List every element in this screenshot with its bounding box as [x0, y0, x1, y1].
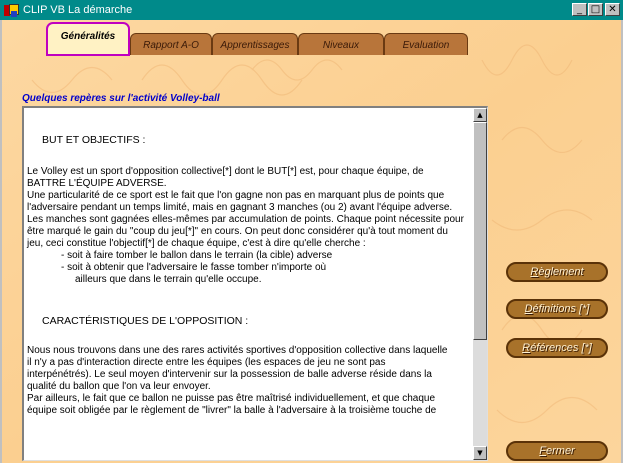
- reglement-label: èglement: [538, 266, 584, 278]
- heading-caracteristiques: CARACTÉRISTIQUES DE L'OPPOSITION :: [42, 315, 249, 327]
- text-line: Nous nous trouvons dans une des rares activités sportives d'opposition collective dans laquelle: [27, 345, 448, 356]
- tab-evaluation[interactable]: Evaluation: [384, 33, 468, 55]
- definitions-accel: D: [524, 303, 533, 315]
- heading-but-objectifs: BUT ET OBJECTIFS :: [42, 134, 146, 146]
- references-accel: R: [522, 342, 531, 354]
- text-line: il n'y a pas d'interaction directe entre les équipes (les espaces de jeu ne sont pas: [27, 357, 386, 368]
- references-label: éférences [*]: [530, 342, 592, 354]
- definitions-label: éfinitions [*]: [532, 303, 590, 315]
- bullet-line: - soit à obtenir que l'adversaire le fasse tomber n'importe où: [61, 262, 327, 273]
- bullet-line: - soit à faire tomber le ballon dans le terrain (la cible) adverse: [61, 250, 333, 261]
- text-line: Le Volley est un sport d'opposition collective[*] dont le BUT[*] est, pour chaque équipe, de: [27, 166, 424, 177]
- fermer-label: ermer: [546, 445, 575, 457]
- title-bar[interactable]: [0, 0, 623, 20]
- text-line: Une particularité de ce sport est le fait que l'on gagne non pas en marquant plus de points que: [27, 190, 445, 201]
- close-button[interactable]: ✕: [605, 3, 620, 16]
- definitions-button[interactable]: [506, 299, 608, 319]
- vertical-scrollbar[interactable]: [473, 108, 487, 460]
- scroll-thumb[interactable]: [473, 122, 487, 340]
- window-controls: [571, 3, 620, 16]
- tab-rapport-a-o[interactable]: Rapport A-O: [130, 33, 212, 55]
- tab-generalites[interactable]: Généralités: [46, 22, 130, 56]
- reglement-button[interactable]: [506, 262, 608, 282]
- text-line: équipe soit obligée par le règlement de "livrer" la balle à l'adversaire à la troisième touche de: [27, 405, 437, 416]
- app-icon[interactable]: [3, 3, 18, 18]
- tab-apprentissages[interactable]: Apprentissages: [212, 33, 298, 55]
- tab-niveaux[interactable]: Niveaux: [298, 33, 384, 55]
- fermer-button[interactable]: [506, 441, 608, 461]
- scroll-down-button[interactable]: ▼: [473, 446, 487, 460]
- text-line: jeu, ceci constitue l'objectif[*] de chaque équipe, c'est à dire qu'elle cherche :: [27, 238, 366, 249]
- minimize-button[interactable]: _: [572, 3, 587, 16]
- scroll-up-button[interactable]: ▲: [473, 108, 487, 122]
- section-label: Quelques repères sur l'activité Volley-ball: [22, 93, 220, 104]
- text-line: qualité du ballon que l'on va leur envoyer.: [27, 381, 211, 392]
- text-line: interpénétrés). Le seul moyen d'intervenir sur la possession de balle adverse réside dans la: [27, 369, 432, 380]
- text-line: BATTRE L'ÉQUIPE ADVERSE.: [27, 178, 167, 189]
- maximize-button[interactable]: □: [588, 3, 603, 16]
- client-area: [2, 20, 621, 463]
- text-line: Les manches sont gagnées elles-mêmes par accumulation de points. Chaque point nécessite pour: [27, 214, 464, 225]
- text-line: Par ailleurs, le fait que ce ballon ne puisse pas être maîtrisé individuellement, et que chaque: [27, 393, 436, 404]
- document-pane[interactable]: [22, 106, 488, 461]
- document-text: [27, 108, 475, 417]
- bullet-line: ailleurs que dans le terrain qu'elle occupe.: [75, 274, 262, 285]
- text-line: l'adversaire pendant un temps limité, mais en gagnant 3 manches (ou 2) avant l'équipe adverse.: [27, 202, 453, 213]
- reglement-accel: R: [530, 266, 539, 278]
- window-title: CLIP VB La démarche: [23, 4, 133, 16]
- fermer-accel: F: [539, 445, 546, 457]
- references-button[interactable]: [506, 338, 608, 358]
- text-line: être marqué le gain du "coup du jeu[*]" en cours. On peut donc considérer qu'à tout moment du: [27, 226, 448, 237]
